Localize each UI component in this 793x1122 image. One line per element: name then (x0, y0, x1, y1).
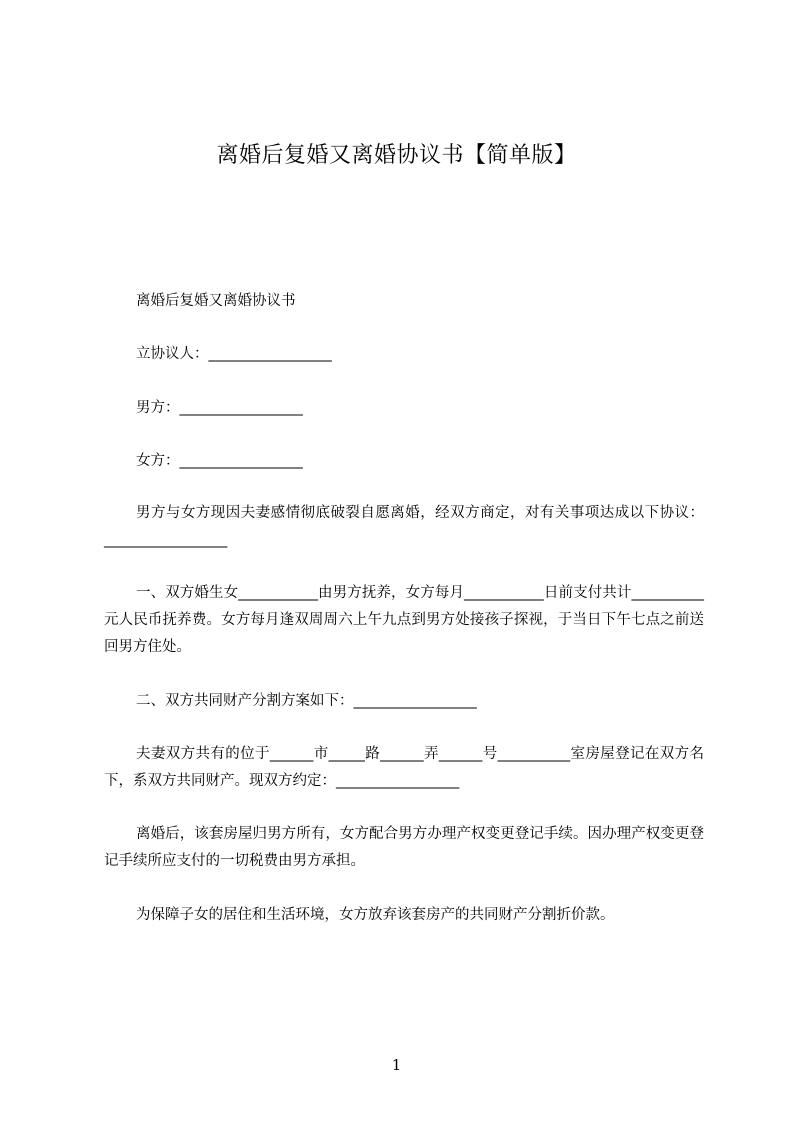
male-party-paragraph: 男方：_________________ (136, 400, 303, 416)
subtitle-paragraph: 离婚后复婚又离婚协议书 (136, 293, 296, 309)
female-party-paragraph: 女方：_________________ (136, 453, 303, 469)
document-title: 离婚后复婚又离婚协议书【简单版】 (216, 143, 577, 168)
custody-clause-paragraph: 一、双方婚生女___________由男方抚养，女方每月___________日前支付共计__________元人民币抚养费。女方每月逢双周周六上午九点到男方处接孩子探视，于当日下午七点之前送回男方住处。 (104, 585, 704, 655)
property-division-heading: 二、双方共同财产分割方案如下：_________________ (136, 693, 477, 709)
property-location-paragraph: 夫妻双方共有的位于______市_____路______弄______号__________室房屋登记在双方名下，系双方共同财产。现双方约定：_________________ (104, 746, 704, 789)
agreement-intro-paragraph: 男方与女方现因夫妻感情彻底破裂自愿离婚，经双方商定，对有关事项达成以下协议：_________________ (104, 505, 704, 548)
party-field-paragraph: 立协议人：_________________ (136, 346, 332, 362)
page-number: 1 (391, 1056, 402, 1074)
property-ownership-paragraph: 离婚后，该套房屋归男方所有，女方配合男方办理产权变更登记手续。因办理产权变更登记手续所应支付的一切税费由男方承担。 (104, 826, 704, 869)
child-housing-paragraph: 为保障子女的居住和生活环境，女方放弃该套房产的共同财产分割折价款。 (136, 907, 615, 923)
